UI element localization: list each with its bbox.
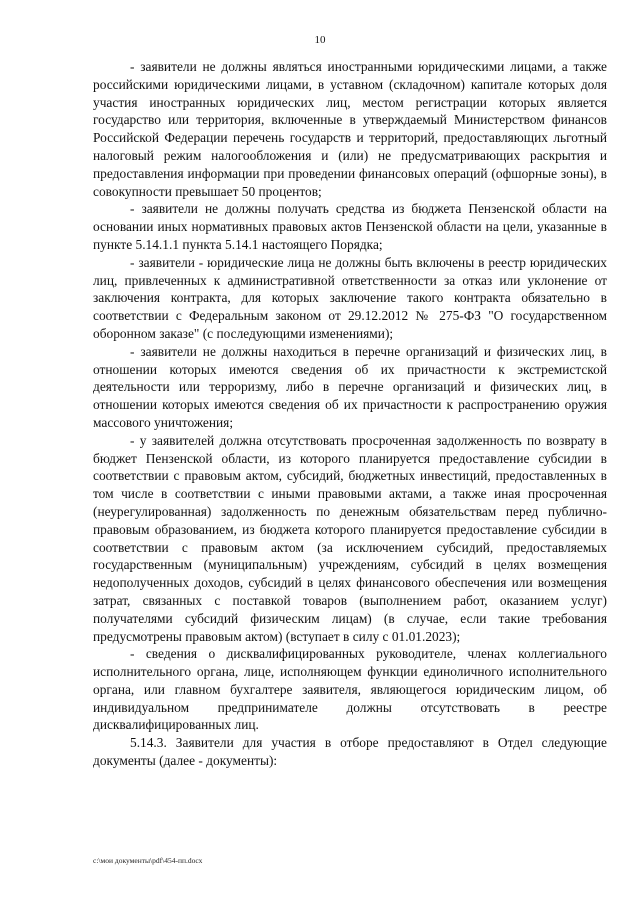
paragraph-other-funds: - заявители не должны получать средства из бюджета Пензенской области на основании иных нормативных правовых актов Пензенской области на цели, указанные в пункте 5.14.1.1 пункта 5.14.1 настоящего Порядка; <box>93 201 607 252</box>
page-number: 10 <box>314 34 326 46</box>
paragraph-foreign-entities: - заявители не должны являться иностранными юридическими лицами, а также российскими юридическими лицами, в уставном (складочном) капитале которых доля участия иностранных юридических лиц, местом регистрации которых является государство или территория, включенные в утверждаемый Министерством финансов Российской Федерации перечень государств и территорий, предоставляющих льготный налоговый режим налогообложения и (или) не предусматривающих раскрытия и предоставления информации при проведении финансовых операций (офшорные зоны), в совокупности превышает 50 процентов; <box>93 59 607 199</box>
document-body <box>93 58 607 770</box>
paragraph-overdue-debt: - у заявителей должна отсутствовать просроченная задолженность по возврату в бюджет Пензенской области, из которого планируется предоставление субсидии в соответствии с правовым актом, субсидий, бюджетных инвестиций, предоставленных в том числе в соответствии с иными правовыми актами, а также иная просроченная (неурегулированная) задолженность по денежным обязательствам перед публично-правовым образованием, из бюджета которого планируется предоставление субсидии в соответствии с правовым актом (за исключением субсидий, предоставляемых государственным (муниципальным) учреждениям, субсидий в целях возмещения недополученных доходов, субсидий в целях финансового обеспечения или возмещения затрат, связанных с поставкой товаров (выполнением работ, оказанием услуг) получателями субсидий физическим лицам) (в случае, если такие требования предусмотрены правовым актом) (вступает в силу с 01.01.2023); <box>93 432 607 644</box>
paragraph-disqualified-persons: - сведения о дисквалифицированных руководителе, членах коллегиального исполнительного органа, лице, исполняющем функции единоличного исполнительного органа, или главном бухгалтере заявителя, являющегося юридическим лицом, об индивидуальном предпринимателе должны отсутствовать в реестре дисквалифицированных лиц. <box>93 646 607 733</box>
paragraph-documents-section: 5.14.3. Заявители для участия в отборе предоставляют в Отдел следующие документы (далее - документы): <box>93 735 607 769</box>
paragraph-extremism-list: - заявители не должны находиться в перечне организаций и физических лиц, в отношении которых имеются сведения об их причастности к экстремистской деятельности или терроризму, либо в перечне организаций и физических лиц, в отношении которых имеются сведения об их причастности к распространению оружия массового уничтожения; <box>93 343 607 430</box>
paragraph-contract-registry: - заявители - юридические лица не должны быть включены в реестр юридических лиц, привлеченных к административной ответственности за отказ или уклонение от заключения контракта, для которых заключение такого контракта обязательно в соответствии с Федеральным законом от 29.12.2012 № 275-ФЗ "О государственном оборонном заказе" (с последующими изменениями); <box>93 254 607 341</box>
footer-file-path: c:\мои документы\pdf\454-пп.docx <box>93 856 203 865</box>
